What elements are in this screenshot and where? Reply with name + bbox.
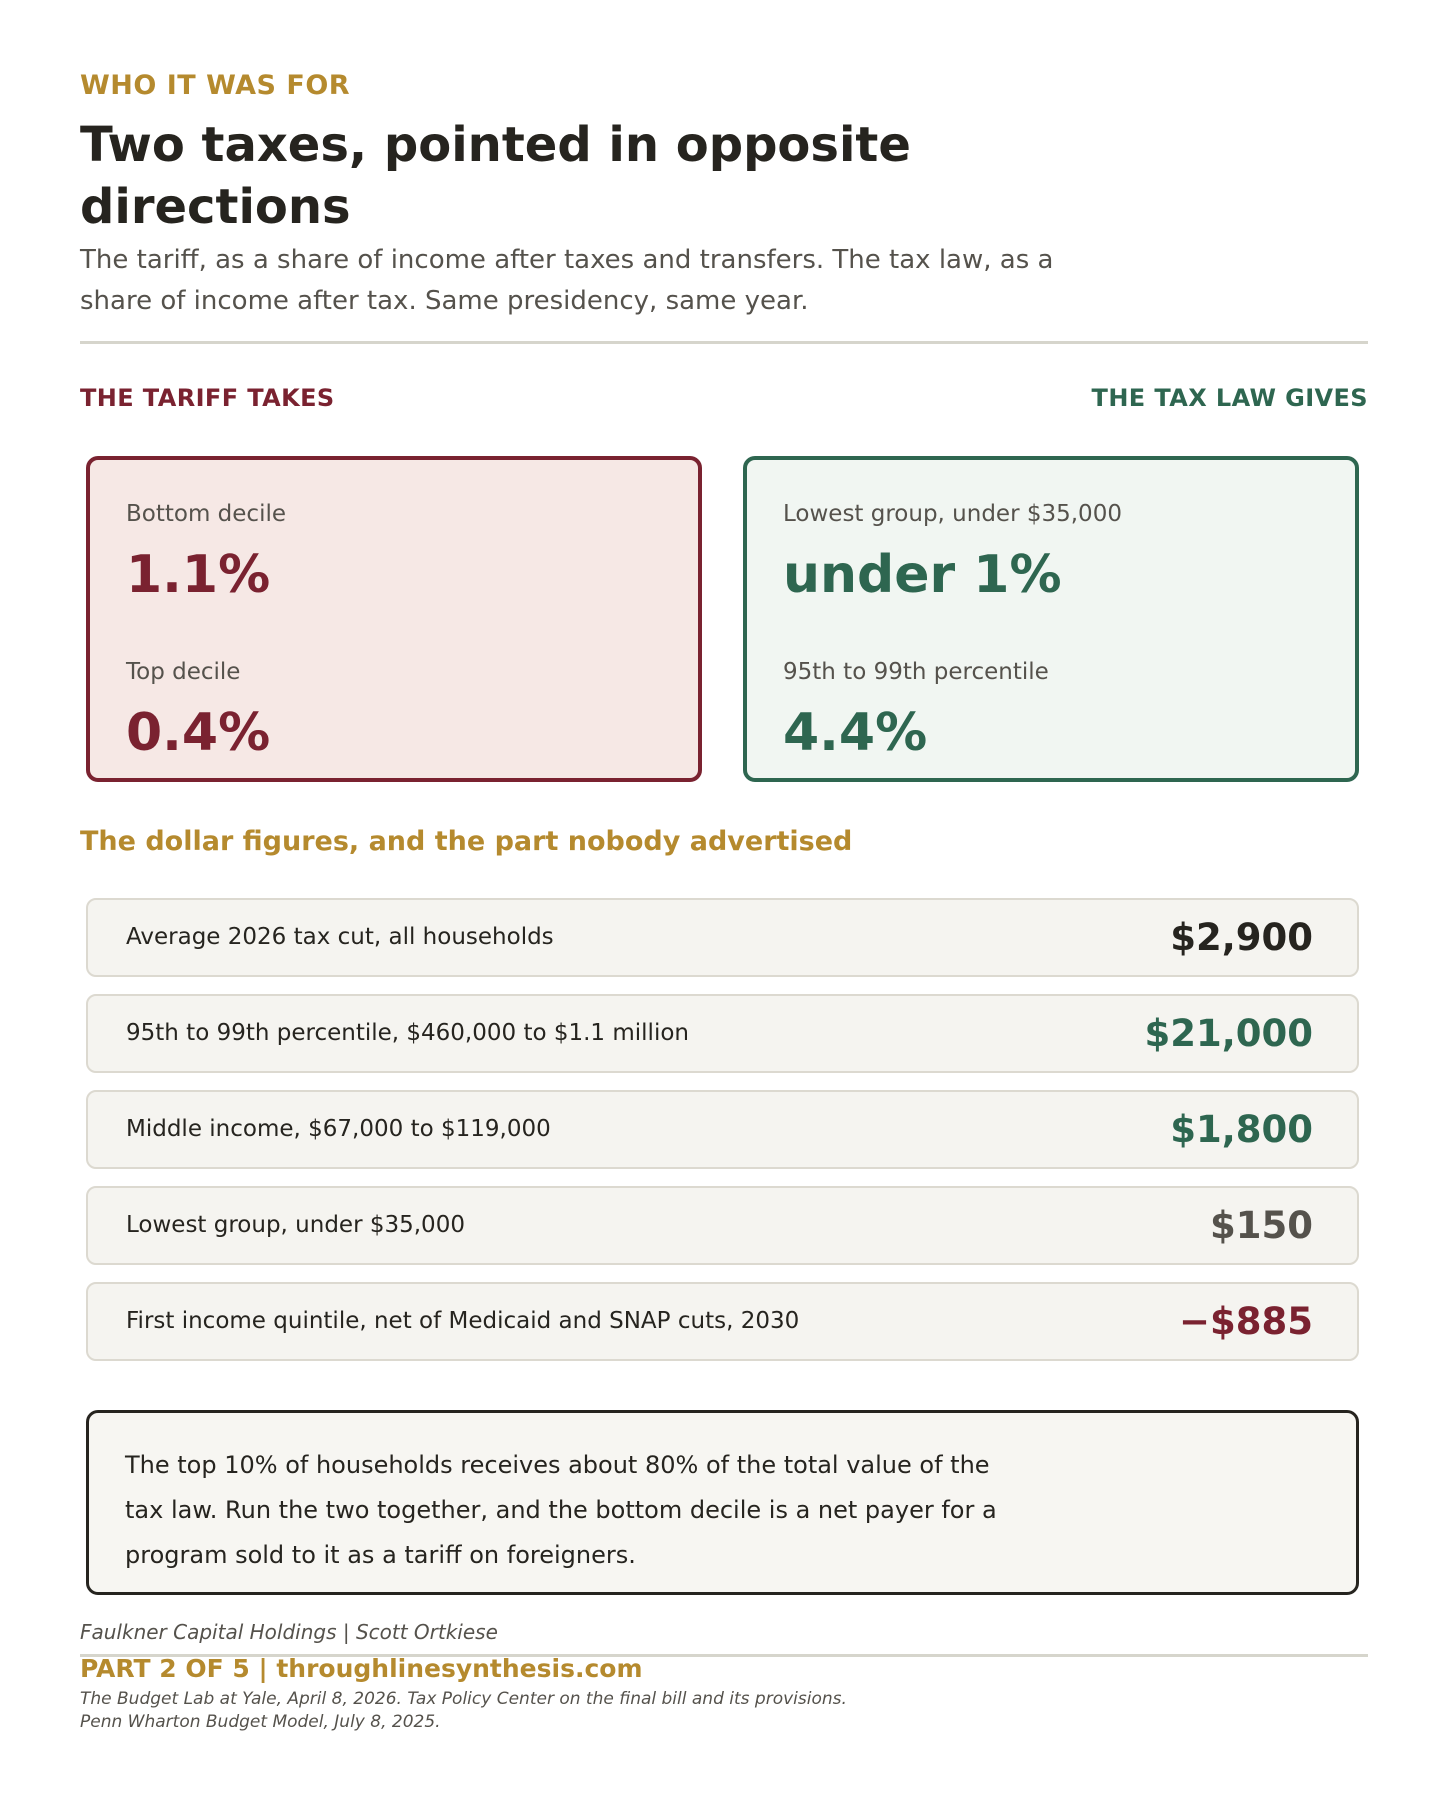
list-item [86, 1090, 1359, 1169]
stat-value: 4.4% [783, 703, 928, 763]
stat-label: Lowest group, under $35,000 [783, 501, 1122, 527]
subtitle: The tariff, as a share of income after taxes and transfers. The tax law, as a share of income after tax. Same presidency, same year. [80, 245, 1054, 316]
row-value: $150 [1210, 1204, 1313, 1247]
stat-label: Bottom decile [126, 501, 287, 527]
callout-box [86, 1410, 1359, 1595]
tariff-card [86, 456, 702, 782]
top-divider [80, 341, 1368, 344]
row-label: Average 2026 tax cut, all households [126, 924, 554, 950]
list-item [86, 994, 1359, 1073]
list-item [86, 1282, 1359, 1361]
row-label: 95th to 99th percentile, $460,000 to $1.1 million [126, 1020, 689, 1046]
row-label: First income quintile, net of Medicaid and SNAP cuts, 2030 [126, 1308, 800, 1334]
row-value: $2,900 [1170, 916, 1313, 959]
kicker: WHO IT WAS FOR [80, 70, 351, 101]
page-title: Two taxes, pointed in opposite directions [80, 117, 911, 235]
tariff-column-label: THE TARIFF TAKES [80, 384, 335, 412]
byline: Faulkner Capital Holdings | Scott Ortkiese [80, 1620, 498, 1644]
list-item [86, 1186, 1359, 1265]
stat-value: 1.1% [126, 545, 271, 605]
stat-value: under 1% [783, 545, 1062, 605]
callout-text: The top 10% of households receives about 80% of the total value of the tax law. Run the two together, and the bottom decile is a net payer for a program sold to it as a tariff on foreigners. [125, 1451, 997, 1569]
row-value: $1,800 [1170, 1108, 1313, 1151]
dollar-figures-list [86, 898, 1359, 1378]
row-value: −$885 [1179, 1300, 1313, 1343]
source-line: The Budget Lab at Yale, April 8, 2026. Tax Policy Center on the final bill and its provisions. [80, 1689, 847, 1709]
section-heading: The dollar figures, and the part nobody advertised [80, 826, 853, 857]
source-line: Penn Wharton Budget Model, July 8, 2025. [80, 1712, 441, 1732]
row-label: Lowest group, under $35,000 [126, 1212, 465, 1238]
sources [80, 1688, 847, 1734]
stat-value: 0.4% [126, 703, 271, 763]
tax-law-card [743, 456, 1359, 782]
series-label: PART 2 OF 5 | throughlinesynthesis.com [80, 1654, 643, 1683]
tax-law-column-label: THE TAX LAW GIVES [1091, 384, 1368, 412]
stat-label: 95th to 99th percentile [783, 659, 1049, 685]
row-value: $21,000 [1144, 1012, 1313, 1055]
stat-label: Top decile [126, 659, 241, 685]
list-item [86, 898, 1359, 977]
row-label: Middle income, $67,000 to $119,000 [126, 1116, 551, 1142]
